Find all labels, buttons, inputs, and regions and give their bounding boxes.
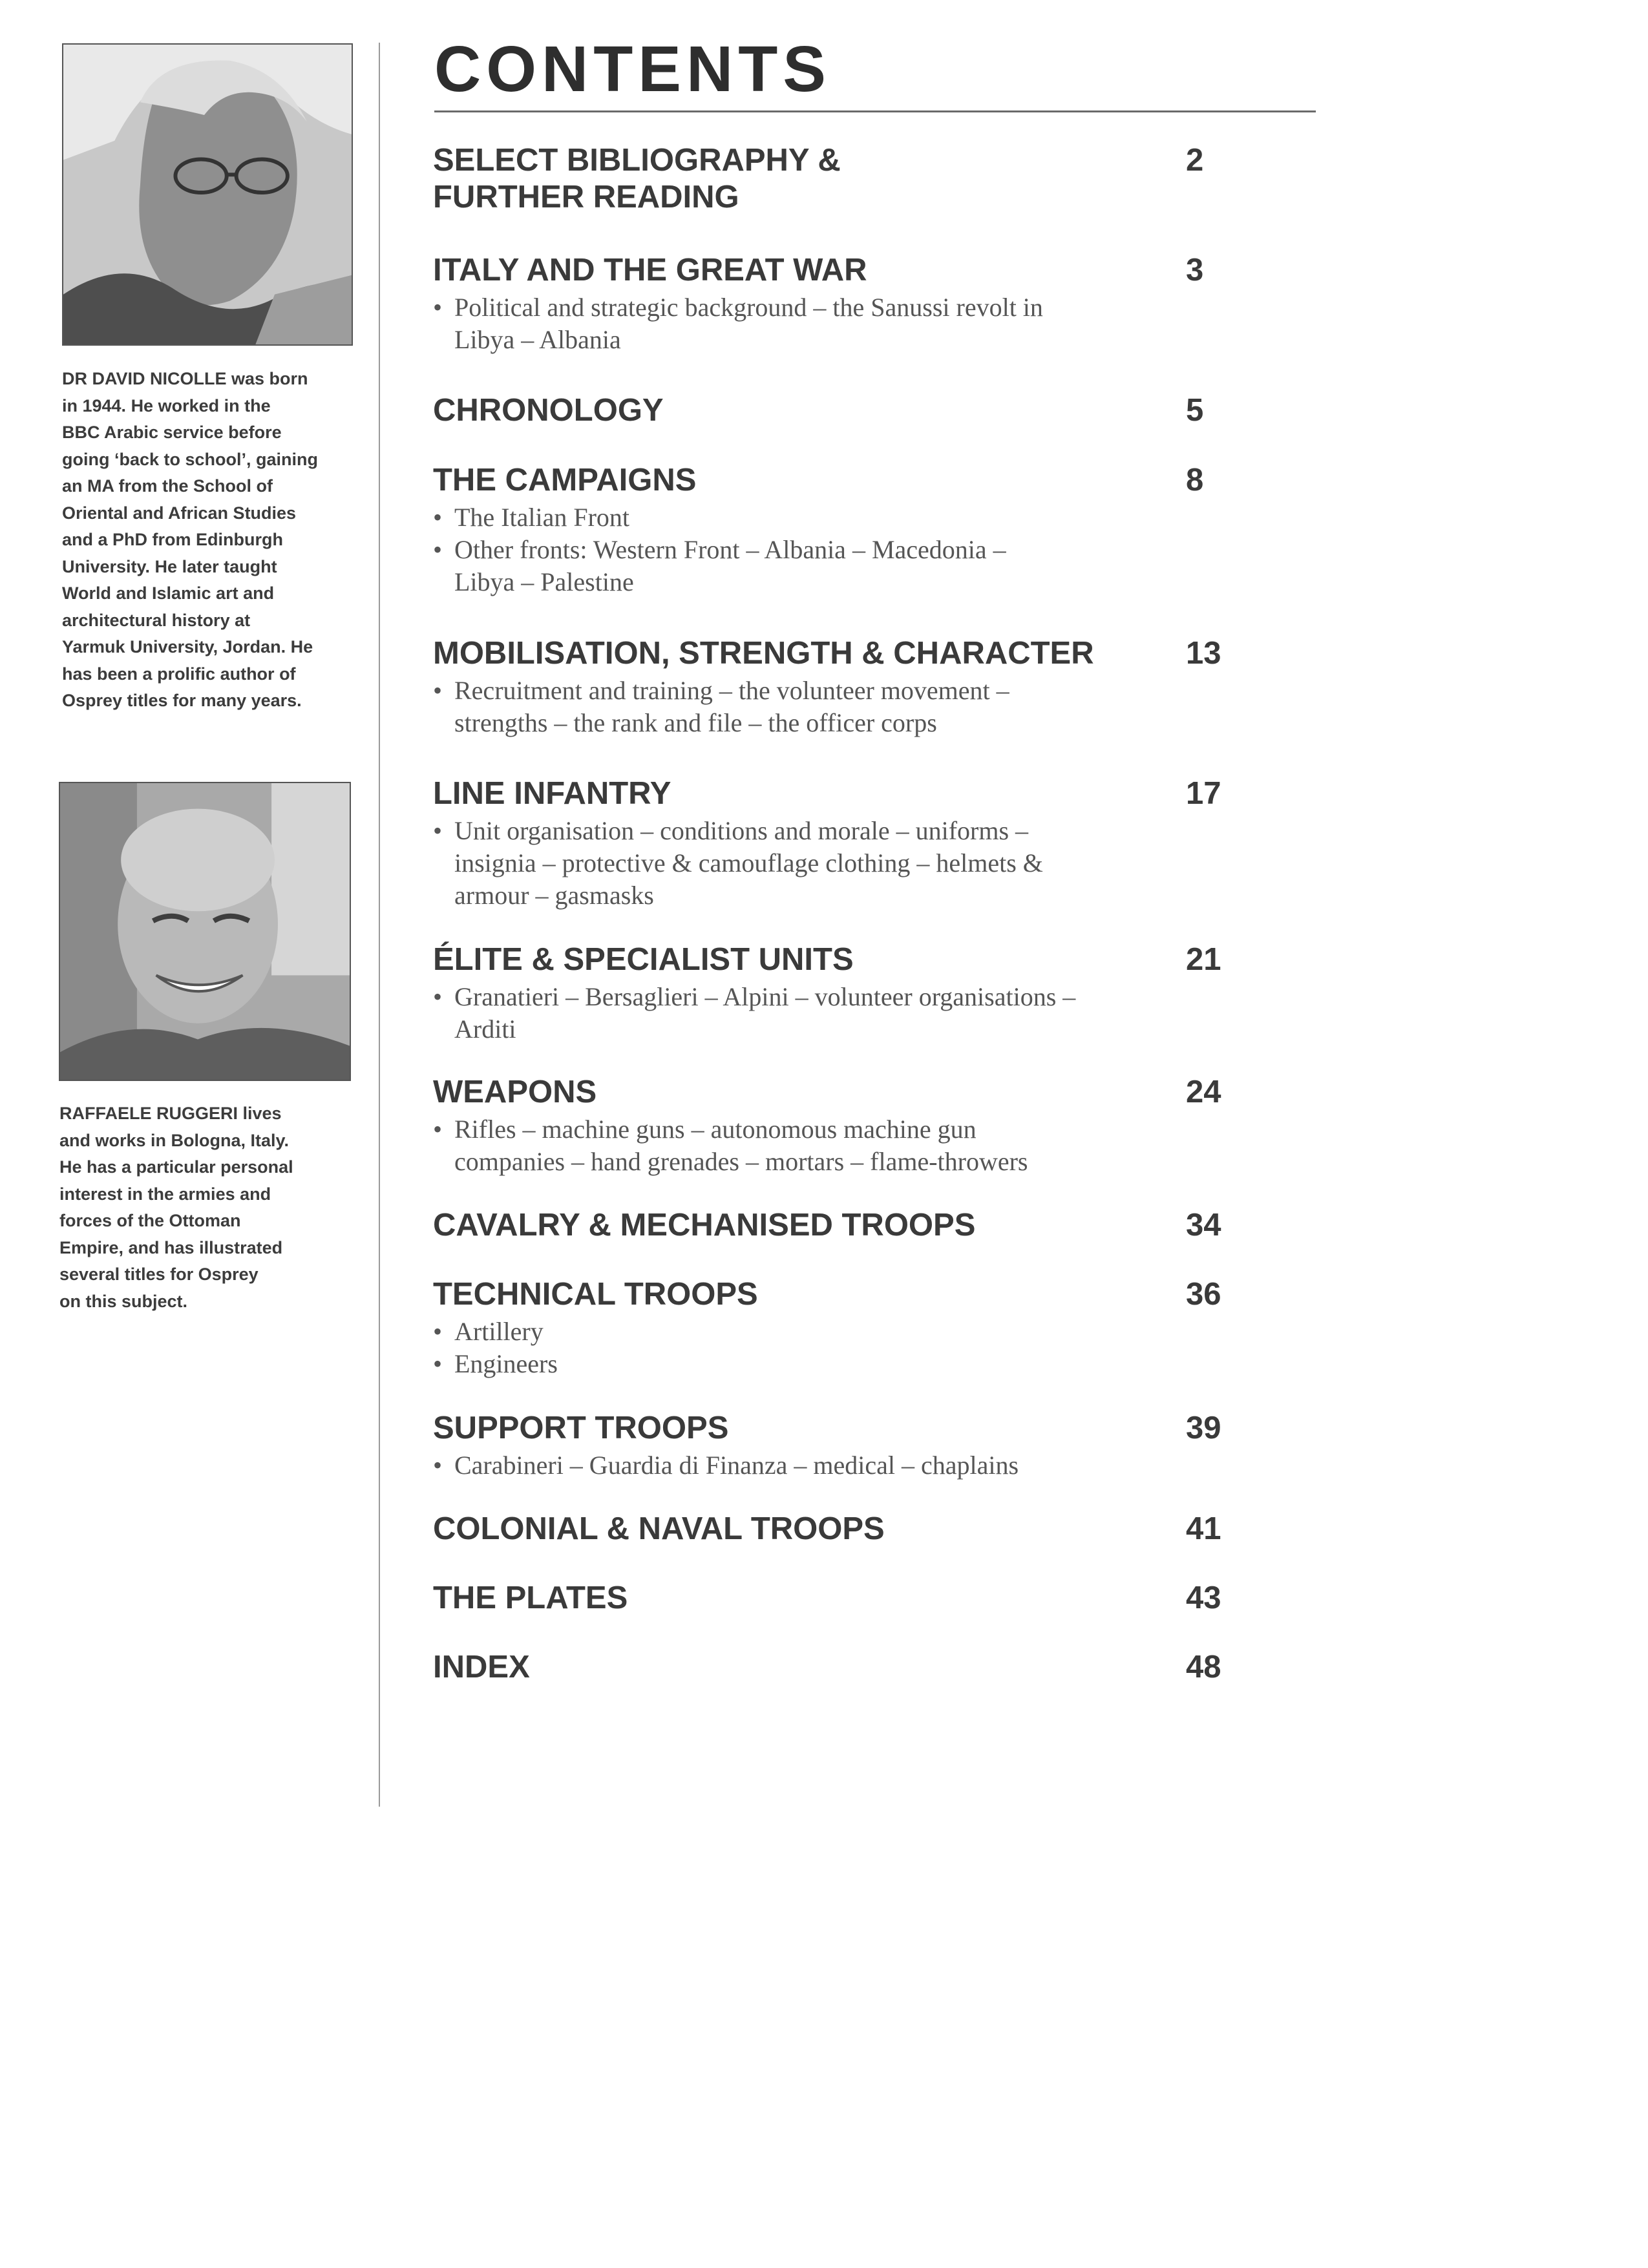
toc-subitems [433, 1449, 1241, 1482]
toc-subitems [433, 501, 1241, 598]
toc-page-number: 36 [1186, 1277, 1221, 1312]
author-photo-david-nicolle [62, 43, 353, 346]
bullet-icon: • [433, 982, 443, 1011]
toc-heading[interactable]: CHRONOLOGY [433, 393, 664, 428]
toc-entry-campaigns[interactable] [433, 462, 1241, 598]
toc-subitem: • Other fronts: Western Front – Albania – Macedonia – Libya – Palestine [433, 535, 1006, 596]
toc-subitems [433, 981, 1241, 1045]
toc-heading[interactable]: THE PLATES [433, 1580, 628, 1615]
toc-page-number: 21 [1186, 942, 1221, 977]
bullet-icon: • [433, 535, 443, 564]
page-title: CONTENTS [434, 33, 831, 105]
toc-subitem: • Unit organisation – conditions and morale – uniforms – insignia – protective & camouflage clothing – helmets & armour – gasmasks [433, 816, 1043, 910]
toc-subitem: • Artillery [433, 1316, 1241, 1348]
toc-entry-chronology[interactable] [433, 392, 1241, 429]
toc-entry-line-infantry[interactable] [433, 775, 1241, 912]
toc-page-number: 39 [1186, 1411, 1221, 1445]
toc-page-number: 17 [1186, 776, 1221, 811]
toc-entry-weapons[interactable] [433, 1074, 1241, 1178]
toc-heading[interactable]: LINE INFANTRY [433, 776, 671, 811]
bullet-icon: • [433, 1349, 443, 1378]
bullet-icon: • [433, 676, 443, 705]
toc-entry-index[interactable] [433, 1649, 1241, 1686]
toc-subitems [433, 815, 1241, 912]
toc-subitems [433, 1113, 1241, 1178]
toc-page-number: 13 [1186, 636, 1221, 671]
toc-page-number: 8 [1186, 463, 1204, 498]
toc-entry-support-troops[interactable] [433, 1410, 1241, 1482]
toc-entry-mobilisation[interactable] [433, 635, 1241, 739]
bullet-icon: • [433, 293, 443, 322]
toc-page-number: 24 [1186, 1075, 1221, 1109]
toc-heading[interactable]: CAVALRY & MECHANISED TROOPS [433, 1208, 976, 1243]
toc-page-number: 41 [1186, 1511, 1221, 1546]
author-photo-raffaele-ruggeri [59, 782, 351, 1081]
title-rule [434, 110, 1316, 112]
toc-subitem: • Carabineri – Guardia di Finanza – medical – chaplains [433, 1449, 1241, 1482]
toc-entry-bibliography[interactable] [433, 142, 1241, 216]
toc-page-number: 48 [1186, 1650, 1221, 1685]
toc-entry-cavalry[interactable] [433, 1207, 1241, 1244]
author-bio-raffaele-ruggeri: RAFFAELE RUGGERI lives and works in Bologna, Italy. He has a particular personal interest in the armies and forces of the Ottoman Empire, and has illustrated several titles for Osprey on this subject. [59, 1104, 293, 1311]
bullet-icon: • [433, 816, 443, 845]
toc-heading[interactable]: ITALY AND THE GREAT WAR [433, 253, 867, 288]
toc-heading[interactable]: TECHNICAL TROOPS [433, 1277, 758, 1312]
toc-subitem: • Recruitment and training – the volunteer movement – strengths – the rank and file – the officer corps [433, 676, 1009, 737]
toc-heading[interactable]: COLONIAL & NAVAL TROOPS [433, 1511, 885, 1546]
toc-subitem: • Granatieri – Bersaglieri – Alpini – volunteer organisations – Arditi [433, 982, 1076, 1044]
bullet-icon: • [433, 1451, 443, 1480]
toc-subitem: • Political and strategic background – the Sanussi revolt in Libya – Albania [433, 293, 1043, 354]
toc-heading[interactable]: THE CAMPAIGNS [433, 463, 697, 498]
toc-page-number: 34 [1186, 1208, 1221, 1243]
toc-heading[interactable]: SUPPORT TROOPS [433, 1411, 729, 1445]
toc-page-number: 43 [1186, 1580, 1221, 1615]
bullet-icon: • [433, 1317, 443, 1346]
toc-entry-elite-units[interactable] [433, 941, 1241, 1045]
portrait-image [60, 783, 350, 1080]
toc-subitems [433, 291, 1241, 356]
toc-subitem: • Engineers [433, 1348, 1241, 1380]
toc-heading[interactable]: WEAPONS [433, 1075, 597, 1109]
column-divider [379, 43, 380, 1807]
author-bio-david-nicolle: DR DAVID NICOLLE was born in 1944. He worked in the BBC Arabic service before going ‘back to school’, gaining an MA from the School of Oriental and African Studies and a PhD from Edinburgh University. He later taught World and Islamic art and architectural history at Yarmuk University, Jordan. He has been a prolific author of Osprey titles for many years. [62, 369, 319, 710]
toc-subitem: • The Italian Front [433, 501, 1241, 534]
toc-heading[interactable]: ÉLITE & SPECIALIST UNITS [433, 942, 854, 977]
toc-heading[interactable]: SELECT BIBLIOGRAPHY & FURTHER READING [433, 143, 841, 215]
toc-heading[interactable]: INDEX [433, 1650, 530, 1685]
toc-subitems [433, 1316, 1241, 1380]
toc-entry-italy-great-war[interactable] [433, 252, 1241, 356]
toc-page-number: 2 [1186, 143, 1204, 178]
toc-entry-colonial-naval[interactable] [433, 1511, 1241, 1548]
bullet-icon: • [433, 1115, 443, 1144]
toc-entry-technical-troops[interactable] [433, 1276, 1241, 1380]
toc-heading[interactable]: MOBILISATION, STRENGTH & CHARACTER [433, 636, 1094, 671]
toc-page-number: 3 [1186, 253, 1204, 288]
toc-subitems [433, 675, 1241, 739]
bullet-icon: • [433, 503, 443, 532]
toc-subitem: • Rifles – machine guns – autonomous machine gun companies – hand grenades – mortars – flame-throwers [433, 1115, 1028, 1176]
toc-page-number: 5 [1186, 393, 1204, 428]
toc-entry-plates[interactable] [433, 1580, 1241, 1617]
portrait-image [63, 45, 352, 344]
